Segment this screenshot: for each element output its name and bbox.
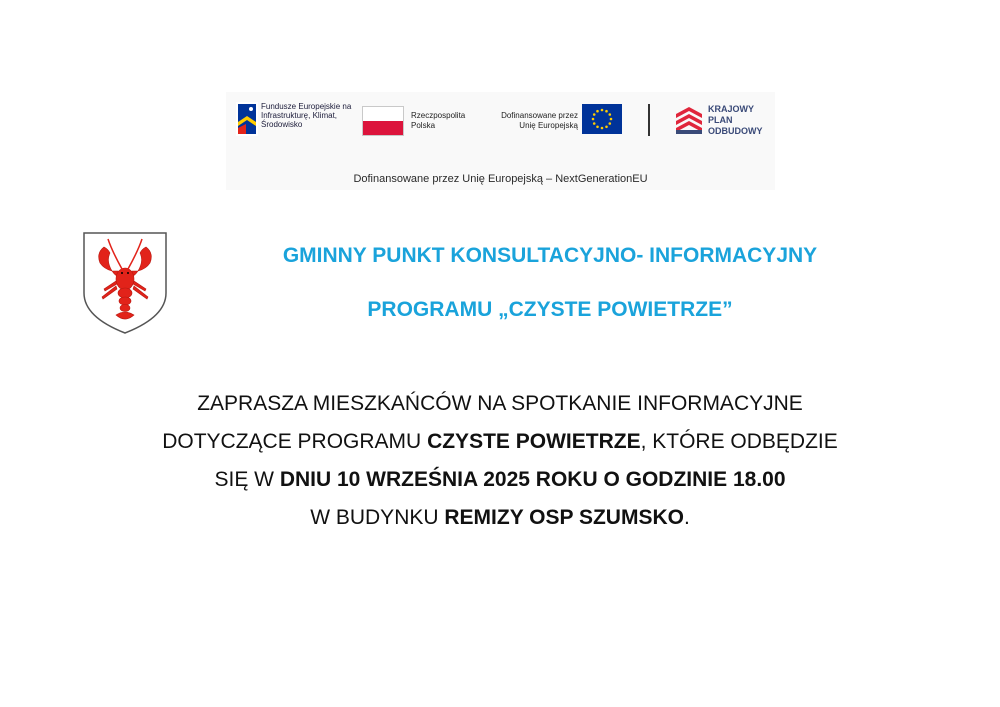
invitation-line-2: DOTYCZĄCE PROGRAMU CZYSTE POWIETRZE, KTÓRE ODBĘDZIE <box>162 430 838 453</box>
kpo-label: KRAJOWY PLAN ODBUDOWY <box>708 104 763 136</box>
invitation-line-4: W BUDYNKU REMIZY OSP SZUMSKO. <box>310 506 690 529</box>
krajowy-plan-odbudowy-icon <box>674 104 704 136</box>
funding-caption: Dofinansowane przez Unię Europejską – NextGenerationEU <box>353 173 648 185</box>
eu-flag-icon <box>582 104 622 134</box>
fundusze-europejskie-icon <box>236 102 258 136</box>
heading-line-2: PROGRAMU „CZYSTE POWIETRZE” <box>367 298 733 321</box>
logo-divider <box>648 104 650 136</box>
fundusze-europejskie-label: Fundusze Europejskie na Infrastrukturę, Klimat, Środowisko <box>261 102 352 129</box>
invitation-line-1: ZAPRASZA MIESZKAŃCÓW NA SPOTKANIE INFORMACYJNE <box>197 392 803 415</box>
heading-line-1: GMINNY PUNKT KONSULTACYJNO- INFORMACYJNY <box>282 244 818 267</box>
polish-flag-icon <box>362 106 404 136</box>
invitation-text <box>0 385 1000 537</box>
invitation-line-3: SIĘ W DNIU 10 WRZEŚNIA 2025 ROKU O GODZINIE 18.00 <box>214 468 786 491</box>
eu-cofunding-label: Dofinansowane przez Unię Europejską <box>501 111 578 130</box>
rzeczpospolita-label: Rzeczpospolita Polska <box>411 111 466 130</box>
